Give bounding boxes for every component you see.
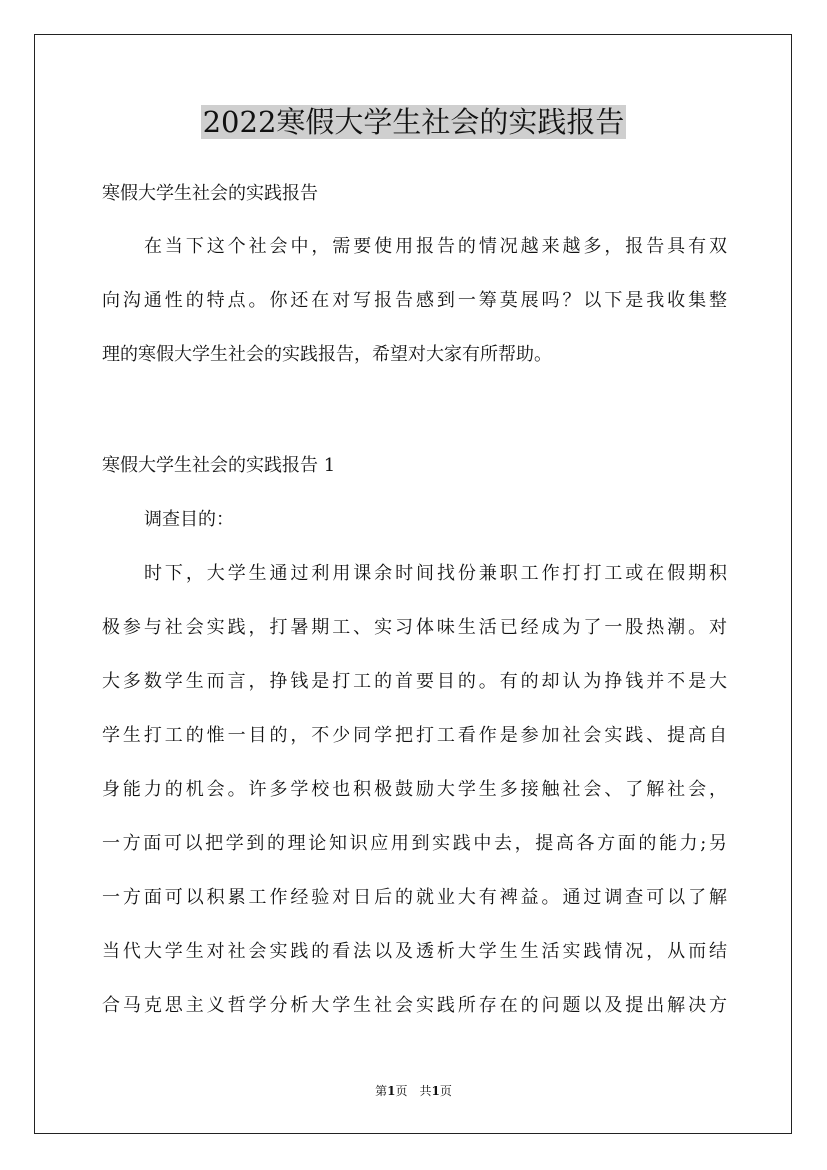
intro-line: 向沟通性的特点。你还在对写报告感到一筹莫展吗？以下是我收集整 [102, 290, 727, 311]
body-line: 当代大学生对社会实践的看法以及透析大学生生活实践情况，从而结 [102, 941, 727, 962]
purpose-label: 调查目的： [144, 509, 234, 530]
section-heading: 寒假大学生社会的实践报告 1 [102, 455, 336, 476]
document-title [0, 100, 827, 144]
footer-mid: 页 共 [395, 1084, 432, 1098]
body-line: 极参与社会实践，打暑期工、实习体味生活已经成为了一股热潮。对 [102, 617, 727, 638]
footer-suffix: 页 [439, 1084, 452, 1098]
body-line: 身能力的机会。许多学校也积极鼓励大学生多接触社会、了解社会， [102, 779, 727, 800]
body-line: 大多数学生而言，挣钱是打工的首要目的。有的却认为挣钱并不是大 [102, 671, 727, 692]
body-line: 学生打工的惟一目的，不少同学把打工看作是参加社会实践、提高自 [102, 725, 727, 746]
body-line: 一方面可以积累工作经验对日后的就业大有裨益。通过调查可以了解 [102, 887, 727, 908]
footer-page-number: 1 [387, 1084, 396, 1098]
page-footer [0, 1082, 827, 1100]
body-line: 时下，大学生通过利用课余时间找份兼职工作打打工或在假期积 [144, 563, 727, 584]
intro-line: 在当下这个社会中，需要使用报告的情况越来越多，报告具有双 [144, 236, 727, 257]
document-title-text: 2022寒假大学生社会的实践报告 [202, 105, 625, 139]
footer-prefix: 第 [375, 1084, 388, 1098]
document-subtitle: 寒假大学生社会的实践报告 [102, 183, 318, 204]
body-line: 一方面可以把学到的理论知识应用到实践中去，提高各方面的能力;另 [102, 833, 727, 854]
intro-line: 理的寒假大学生社会的实践报告，希望对大家有所帮助。 [102, 344, 552, 365]
body-line: 合马克思主义哲学分析大学生社会实践所存在的问题以及提出解决方 [102, 995, 727, 1016]
footer-page-total: 1 [431, 1084, 440, 1098]
